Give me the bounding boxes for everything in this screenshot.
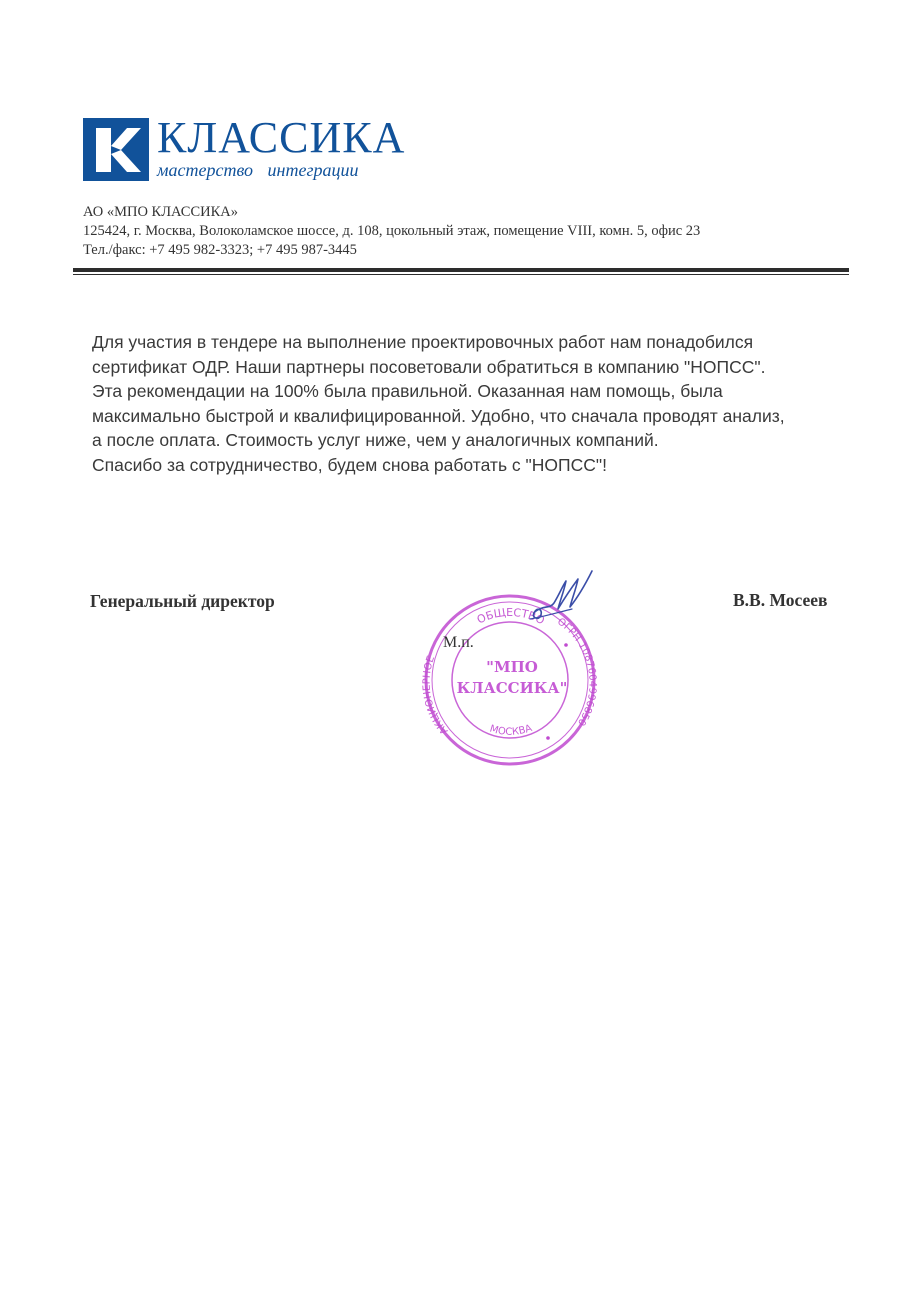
stamp-ring-bottom-text: МОСКВА [488,722,534,738]
stamp-ring-right-text: ОГРН 1087604996850 [555,616,598,728]
letter-body [92,330,792,477]
handwritten-signature [520,565,600,625]
stamp-center-line1: "МПО [486,658,538,676]
svg-text:АКЦИОНЕРНОЕ [422,655,451,736]
svg-text:ОГРН 1087604996850 [555,616,598,727]
letter-closing: Спасибо за сотрудничество, будем снова работать с "НОПСС"! [92,454,607,475]
stamp-ring-left-text: АКЦИОНЕРНОЕ [421,654,451,737]
letter-paragraph: Для участия в тендере на выполнение проектировочных работ нам понадобился сертификат ОДР. Наши партнеры посоветовали обратиться в компанию "НОПСС". Эта рекомендации на 100% была правильной. Оказанная нам помощь, была максимально быстрой и квалифицированной. Удобно, что сначала проводят анализ, а после оплата. Стоимость услуг ниже, чем у аналогичных компаний. [92,332,785,450]
signer-name: В.В. Мосеев [733,590,828,610]
company-logo [83,113,406,182]
stamp-dot-icon [546,736,550,740]
company-requisites [83,203,700,260]
logo-tagline: мастерство интеграции [157,160,359,180]
header-divider-thin [73,274,849,275]
company-phones: Тел./факс: +7 495 982-3323; +7 495 987-3445 [83,242,357,258]
logo-name: КЛАССИКА [157,113,406,162]
stamp-dot-icon [564,643,568,647]
company-address: 125424, г. Москва, Волоколамское шоссе, д. 108, цокольный этаж, помещение VIII, комн. 5, офис 23 [83,223,701,239]
stamp-ring-top-text: ОБЩЕСТВО [474,605,547,628]
stamp-center-line2: КЛАССИКА" [456,679,568,697]
seal-place-label: М.п. [443,634,474,651]
logo-k-mark-icon [83,118,149,181]
header-divider [73,268,849,272]
company-name: АО «МПО КЛАССИКА» [83,204,239,220]
signer-position: Генеральный директор [90,591,275,611]
